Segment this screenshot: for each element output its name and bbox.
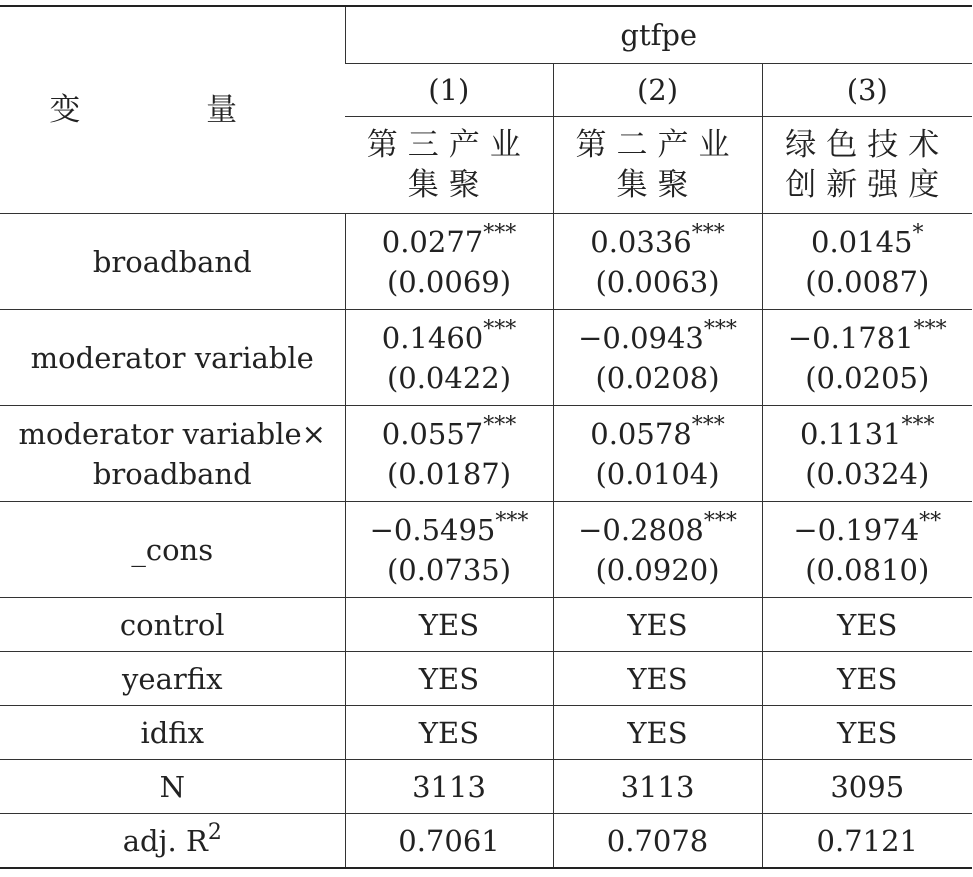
regression-table (0, 5, 972, 869)
column-label-line: 第二产业 (575, 127, 740, 163)
significance-stars: ** (919, 508, 942, 534)
significance-stars: *** (691, 220, 725, 246)
table-cell: YES (345, 652, 553, 706)
significance-stars: *** (691, 412, 725, 438)
coef-cell (762, 406, 972, 502)
significance-stars: *** (483, 412, 517, 438)
table-row-n (0, 760, 972, 814)
significance-stars: *** (913, 316, 947, 342)
table-cell: 3113 (553, 760, 762, 814)
significance-stars: *** (901, 412, 935, 438)
row-label-line: moderator variable (30, 340, 314, 375)
column-label-line: 集聚 (616, 167, 699, 203)
row-label (0, 406, 345, 502)
r2-superscript: 2 (207, 819, 222, 845)
standard-error: (0.0087) (805, 264, 930, 299)
r2-label: adj. R (122, 823, 208, 858)
coef-value: −0.1781 (787, 320, 914, 355)
table-cell: YES (762, 706, 972, 760)
coef-value: 0.0277 (381, 224, 484, 259)
row-label (0, 814, 345, 869)
table-row-interaction (0, 406, 972, 502)
coef-value: 0.0557 (381, 416, 484, 451)
column-label-line: 集聚 (407, 167, 490, 203)
coef-value: −0.5495 (369, 512, 496, 547)
coef-value: −0.0943 (578, 320, 704, 355)
significance-stars: *** (495, 508, 529, 534)
row-label-line: _cons (131, 532, 214, 567)
table-row-moderator (0, 310, 972, 406)
standard-error: (0.0920) (595, 552, 720, 587)
standard-error: (0.0324) (805, 456, 930, 491)
coef-cell (553, 502, 762, 598)
coef-cell (762, 310, 972, 406)
coef-value: 0.0336 (590, 224, 692, 259)
significance-stars: *** (483, 316, 517, 342)
coef-value: 0.0145 (811, 224, 913, 259)
stub-header-label: 变 量 (49, 92, 296, 128)
row-label (0, 214, 345, 310)
coef-cell (345, 406, 553, 502)
table-cell: YES (345, 706, 553, 760)
significance-stars: *** (483, 220, 517, 246)
row-label: idfix (0, 706, 345, 760)
row-label: control (0, 598, 345, 652)
table-cell: YES (553, 598, 762, 652)
coef-value: 0.1131 (800, 416, 902, 451)
coef-value: 0.0578 (590, 416, 692, 451)
table-row-adj-r2 (0, 814, 972, 869)
column-number: (2) (553, 64, 762, 117)
row-label: N (0, 760, 345, 814)
coef-value: 0.1460 (381, 320, 484, 355)
significance-stars: *** (703, 316, 737, 342)
standard-error: (0.0069) (386, 264, 512, 299)
standard-error: (0.0810) (805, 552, 930, 587)
table-row-broadband (0, 214, 972, 310)
table-cell: 3095 (762, 760, 972, 814)
significance-stars: * (912, 220, 924, 246)
standard-error: (0.0063) (595, 264, 720, 299)
table-row-idfix (0, 706, 972, 760)
stub-header-cell (0, 6, 345, 214)
table-cell: YES (345, 598, 553, 652)
column-number: (1) (345, 64, 553, 117)
row-label: yearfix (0, 652, 345, 706)
coef-cell (345, 502, 553, 598)
table-cell: 0.7061 (345, 814, 553, 869)
table-cell: 0.7121 (762, 814, 972, 869)
coef-cell (762, 502, 972, 598)
row-label (0, 502, 345, 598)
significance-stars: *** (703, 508, 737, 534)
row-label-line: broadband (92, 244, 252, 279)
coef-cell (553, 214, 762, 310)
standard-error: (0.0735) (386, 552, 512, 587)
dependent-variable-cell: gtfpe (345, 6, 972, 64)
table-cell: YES (762, 598, 972, 652)
coef-cell (762, 214, 972, 310)
table-row-cons (0, 502, 972, 598)
row-label-line: broadband (92, 456, 252, 491)
standard-error: (0.0208) (595, 360, 720, 395)
table-cell: YES (553, 652, 762, 706)
table-row-control (0, 598, 972, 652)
standard-error: (0.0104) (595, 456, 720, 491)
column-number: (3) (762, 64, 972, 117)
standard-error: (0.0187) (386, 456, 512, 491)
coef-value: −0.2808 (578, 512, 704, 547)
column-label (553, 117, 762, 214)
row-label-line: moderator variable× (18, 416, 326, 451)
header-row-dependent (0, 6, 972, 64)
coef-cell (553, 406, 762, 502)
column-label-line: 创新强度 (785, 167, 950, 203)
row-label (0, 310, 345, 406)
column-label (762, 117, 972, 214)
standard-error: (0.0422) (386, 360, 512, 395)
coef-value: −0.1974 (793, 512, 920, 547)
standard-error: (0.0205) (805, 360, 930, 395)
column-label-line: 第三产业 (366, 127, 531, 163)
coef-cell (553, 310, 762, 406)
coef-cell (345, 310, 553, 406)
table-row-yearfix (0, 652, 972, 706)
coef-cell (345, 214, 553, 310)
table-cell: 3113 (345, 760, 553, 814)
column-label (345, 117, 553, 214)
table-cell: 0.7078 (553, 814, 762, 869)
table-cell: YES (553, 706, 762, 760)
column-label-line: 绿色技术 (785, 127, 950, 163)
table-cell: YES (762, 652, 972, 706)
